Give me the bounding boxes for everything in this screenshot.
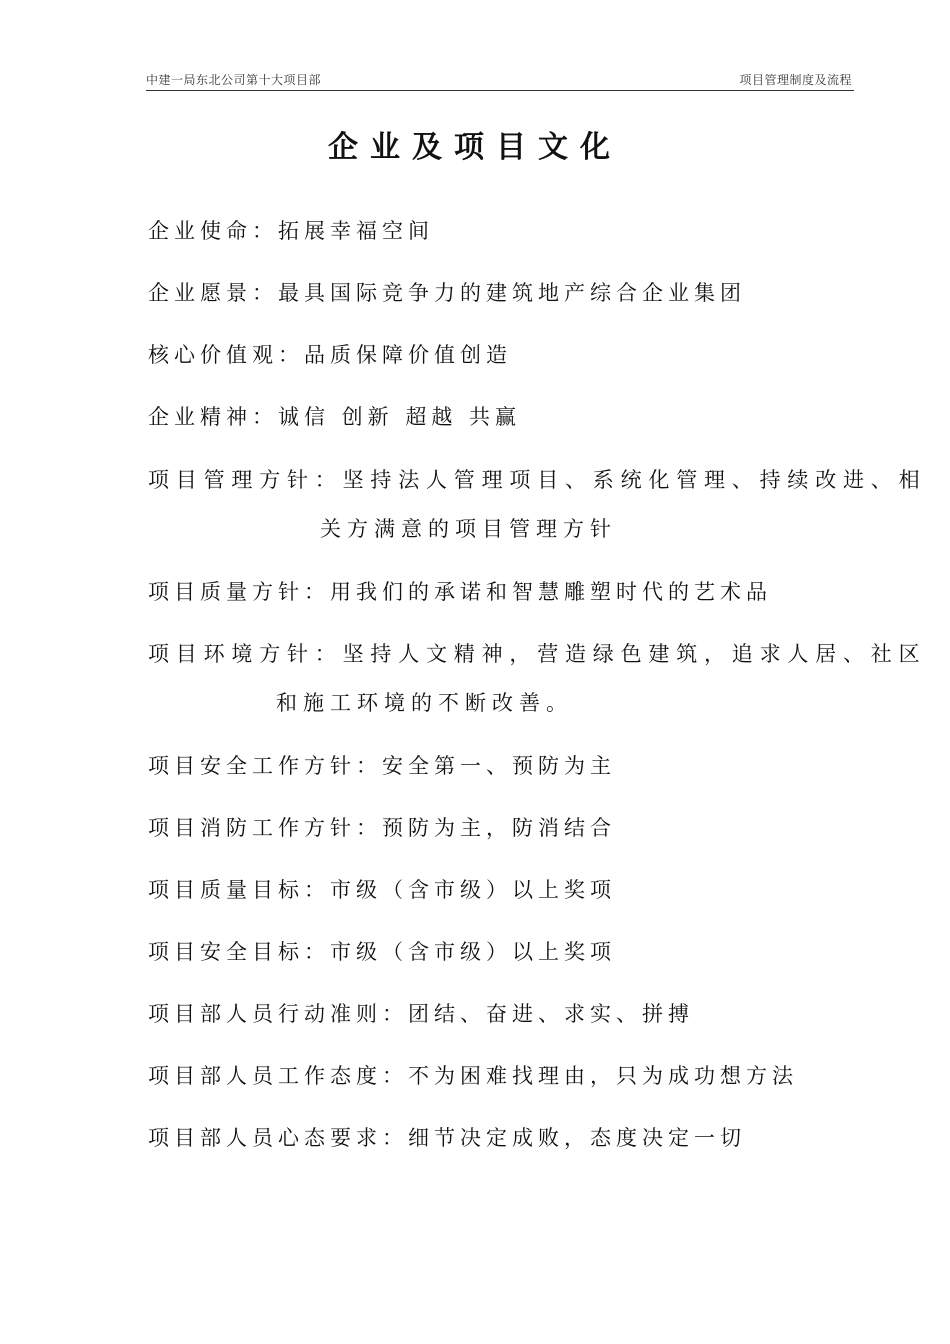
page-header (146, 70, 854, 91)
culture-item-safety-policy: 项目安全工作方针：安全第一、预防为主 (148, 754, 616, 778)
culture-item-vision: 企业愿景：最具国际竞争力的建筑地产综合企业集团 (148, 281, 746, 305)
document-title: 企业及项目文化 (328, 130, 622, 165)
culture-item-safety-goal: 项目安全目标：市级（含市级）以上奖项 (148, 940, 616, 964)
culture-item-work-attitude: 项目部人员工作态度：不为困难找理由，只为成功想方法 (148, 1064, 798, 1088)
culture-item-quality-goal: 项目质量目标：市级（含市级）以上奖项 (148, 878, 616, 902)
culture-item-management-policy-cont: 关方满意的项目管理方针 (320, 517, 617, 541)
culture-item-mindset: 项目部人员心态要求：细节决定成败，态度决定一切 (148, 1126, 746, 1150)
culture-item-fire-policy: 项目消防工作方针：预防为主，防消结合 (148, 816, 616, 840)
culture-item-environment-policy: 项目环境方针：坚持人文精神，营造绿色建筑，追求人居、社区 (148, 642, 927, 666)
culture-item-quality-policy: 项目质量方针：用我们的承诺和智慧雕塑时代的艺术品 (148, 580, 772, 604)
culture-item-management-policy: 项目管理方针：坚持法人管理项目、系统化管理、持续改进、相 (148, 468, 927, 492)
header-organization: 中建一局东北公司第十大项目部 (146, 73, 322, 87)
culture-item-environment-policy-cont: 和施工环境的不断改善。 (276, 691, 573, 715)
culture-item-spirit: 企业精神：诚信 创新 超越 共赢 (148, 405, 522, 429)
header-document-name: 项目管理制度及流程 (739, 73, 852, 87)
culture-item-code-of-conduct: 项目部人员行动准则：团结、奋进、求实、拼搏 (148, 1002, 694, 1026)
culture-item-core-values: 核心价值观：品质保障价值创造 (148, 343, 512, 367)
culture-item-mission: 企业使命：拓展幸福空间 (148, 219, 434, 243)
